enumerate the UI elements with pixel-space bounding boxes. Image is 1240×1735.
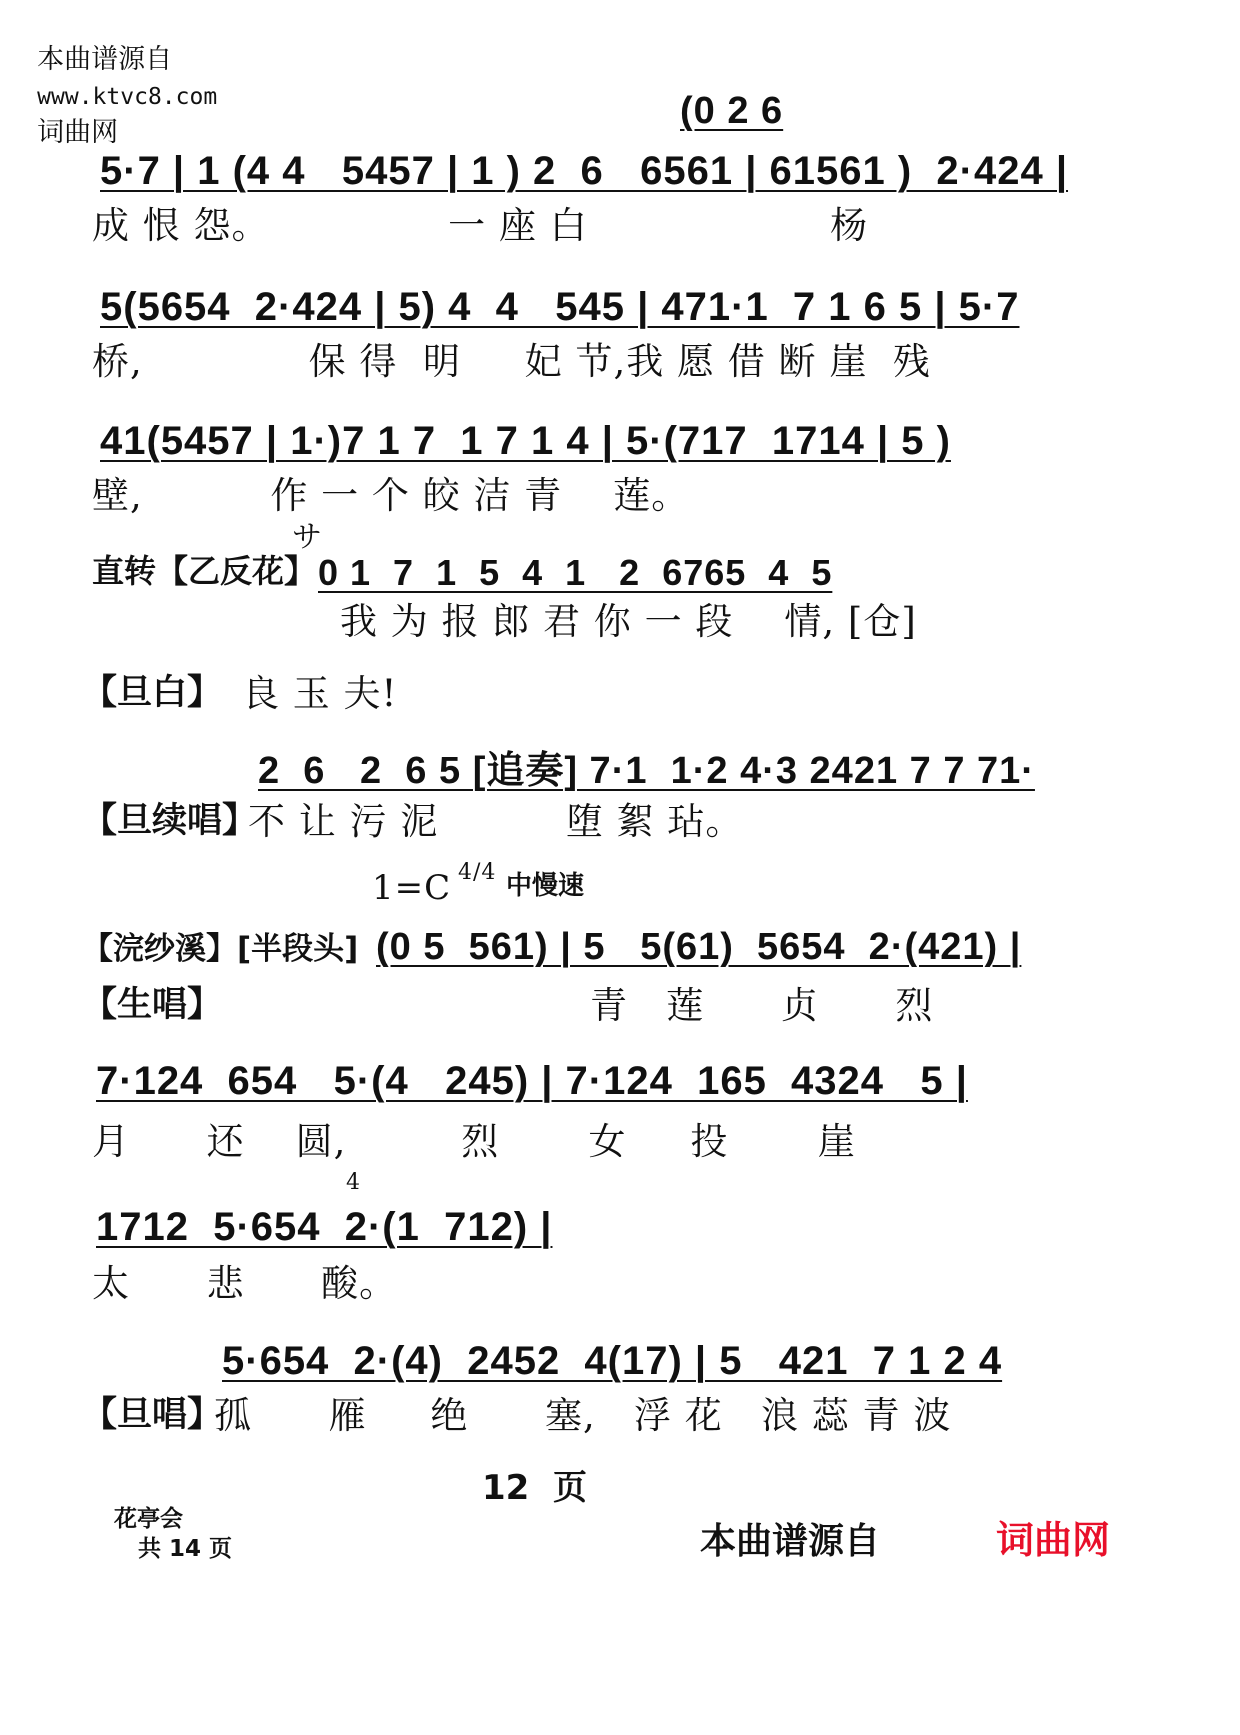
notation-line: 2 6 2 6 5 [追奏] 7·1 1·2 4·3 2421 7 7 71· [258,750,1035,792]
notation-line: 5(5654 2·424 | 5) 4 4 545 | 471·1 7 1 6 5 | 5·7 [100,285,1020,329]
time-signature: 4/4 [458,860,497,885]
watermark-source: 本曲谱源自 [700,1521,881,1562]
lyrics-line: 我 为 报 郎 君 你 一 段 情, [仓] [340,600,917,643]
lyrics-line: 成 恨 怨。 一 座 白 杨 [92,204,869,247]
header-site-url[interactable]: www.ktvc8.com [37,84,218,110]
footer-total-pages: 共 14 页 [138,1536,233,1562]
footer-piece-title: 花亭会 [114,1506,184,1532]
tempo-label: 中慢速 [506,871,585,901]
key-signature: 1=C [372,868,452,908]
notation-line: 0 1 7 1 5 4 1 2 6765 4 5 [318,552,833,593]
tempo-mark: サ [292,520,323,555]
watermark-logo[interactable]: 词曲网 [996,1518,1111,1562]
lyrics-line: 月 还 圆, 烈 女 投 崖 [92,1120,856,1163]
notation-line: (0 2 6 [680,90,784,132]
site-header [20,6,217,151]
notation-line: 5·7 | 1 (4 4 5457 | 1 ) 2 6 6561 | 61561 ) 2·424 | [100,149,1069,193]
lyrics-line: 桥, 保 得 明 妃 节,我 愿 借 断 崖 残 [92,340,931,383]
header-prefix: 本曲谱源自 [37,44,173,75]
notation-line: 1712 5·654 2·(1 712) | [96,1205,553,1249]
notation-line: 7·124 654 5·(4 245) | 7·124 165 4324 5 | [96,1059,968,1103]
lyrics-line: 壁, 作 一 个 皎 洁 青 莲。 [92,474,690,517]
grace-mark: 4 [346,1170,361,1195]
spoken-line: 良 玉 夫! [242,672,398,715]
footer-title [98,1474,232,1564]
section-label: 【浣纱溪】[半段头] [82,931,359,967]
lyrics-line: 不 让 污 泥 堕 絮 玷。 [248,800,744,843]
section-label: 【生唱】 [82,985,223,1025]
page-number: 12 页 [482,1468,587,1508]
notation-line: 5·654 2·(4) 2452 4(17) | 5 421 7 1 2 4 [222,1339,1003,1383]
notation-line: (0 5 561) | 5 5(61) 5654 2·(421) | [376,926,1022,968]
section-label: 【旦续唱】 [82,801,258,841]
section-label: 直转【乙反花】 [92,552,317,590]
header-suffix: 词曲网 [37,117,119,148]
section-label: 【旦白】 [82,673,223,713]
notation-line: 41(5457 | 1·)7 1 7 1 7 1 4 | 5·(717 1714 | 5 ) [100,419,951,463]
section-label: 【旦唱】 [82,1395,223,1435]
lyrics-line: 太 悲 酸。 [92,1262,398,1305]
lyrics-line: 青 莲 贞 烈 [590,984,934,1027]
lyrics-line: 孤 雁 绝 塞, 浮 花 浪 蕊 青 波 [214,1394,952,1437]
